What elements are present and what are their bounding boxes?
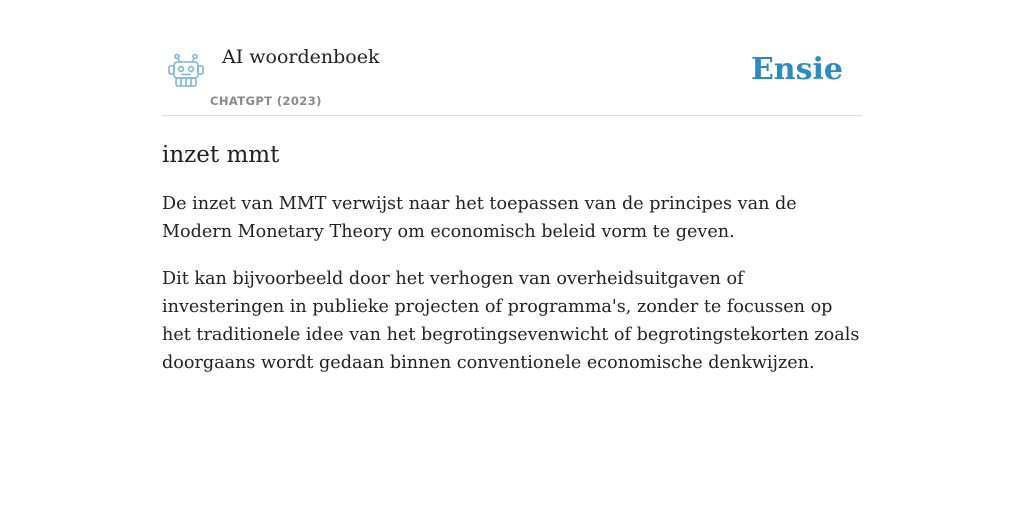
entry-header [162,40,862,116]
definition-paragraph: De inzet van MMT verwijst naar het toepassen van de principes van de Modern Monetary Theory om economisch beleid vorm te geven. [162,194,797,242]
brand-logo-link[interactable]: Ensie [750,52,843,87]
entry-definition [162,190,862,377]
definition-paragraph: Dit kan bijvoorbeeld door het verhogen van overheidsuitgaven of investeringen in publieke projecten of programma's, zonder te focussen op het traditionele idee van het begrotingsevenwicht of begrotingstekorten zoals doorgaans wordt gedaan binnen conventionele economische denkwijzen. [162,269,860,373]
source-label: CHATGPT (2023) [210,94,322,108]
dictionary-title[interactable]: AI woordenboek [222,46,380,68]
entry-term: inzet mmt [162,142,280,168]
robot-icon [166,53,206,89]
entry-card [162,40,862,377]
